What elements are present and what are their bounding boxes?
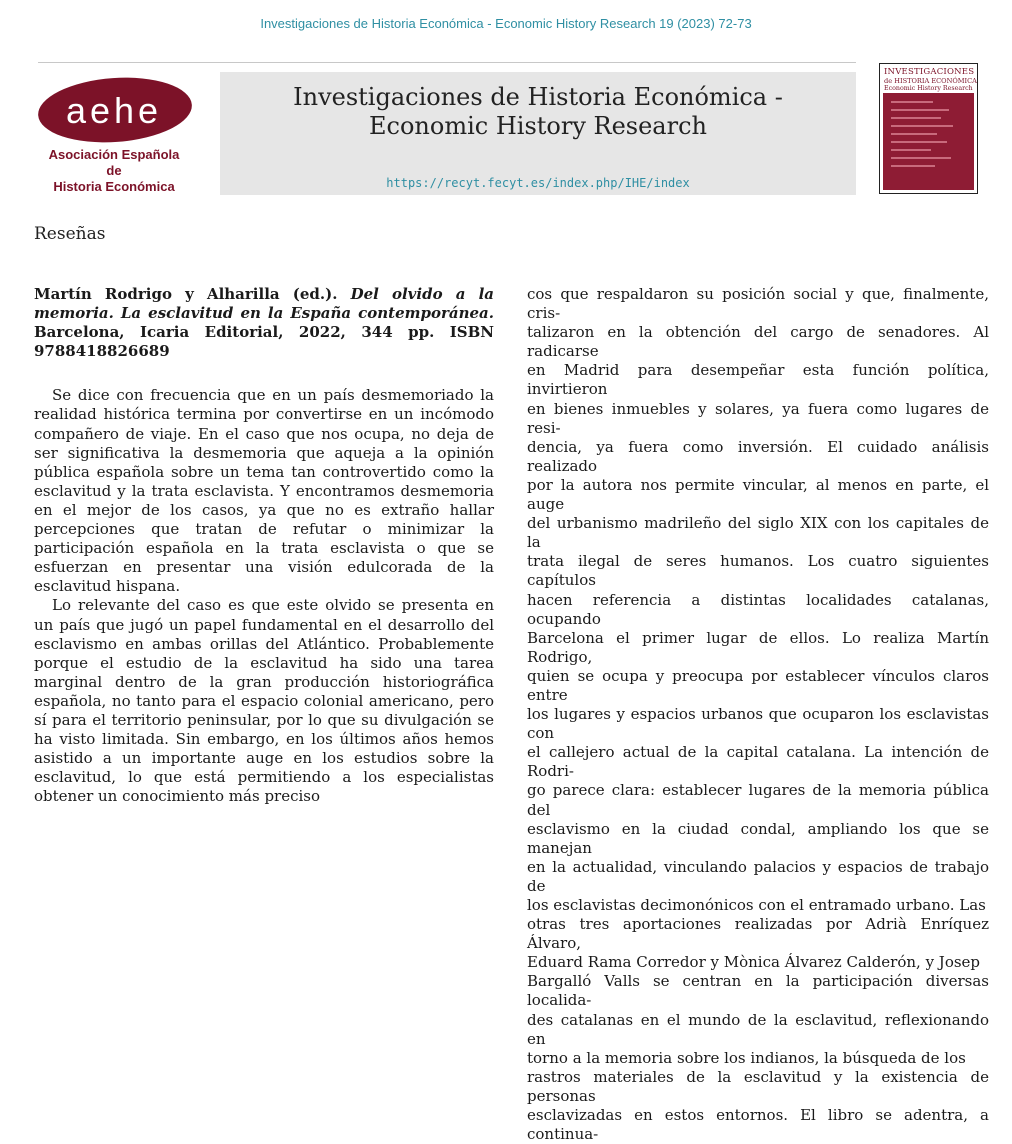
- header-divider: [38, 62, 856, 63]
- logo-name-line: de: [106, 163, 122, 178]
- body-line: por la autora nos permite vincular, al menos en parte, el auge: [527, 475, 989, 514]
- logo-association-name: [36, 147, 192, 195]
- journal-cover-thumbnail: [879, 63, 978, 194]
- cover-text-line: [891, 157, 951, 159]
- section-label: Reseñas: [34, 224, 106, 244]
- cover-text-line: [891, 117, 941, 119]
- body-line: en Madrid para desempeñar esta función política, invirtieron: [527, 361, 989, 399]
- cover-subtitle: de HISTORIA ECONÓMICA: [884, 77, 977, 85]
- cover-text-line: [891, 125, 953, 127]
- body-line: en bienes inmuebles y solares, ya fuera como lugares de resi-: [527, 399, 989, 437]
- journal-url-link[interactable]: https://recyt.fecyt.es/index.php/IHE/index: [386, 176, 690, 190]
- body-line: en la actualidad, vinculando palacios y espacios de trabajo de: [527, 857, 989, 895]
- body-paragraph: Lo relevante del caso es que este olvido se presenta en un país que jugó un papel fundamental en el desarrollo del esclavismo en ambas orillas del Atlántico. Probablemente porque el estudio de la esclavitud ha sido una tarea marginal dentro de la gran producción historiográfica española, no tanto para el espacio colonial americano, pero sí para el territorio peninsular, por lo que su divulgación se ha visto limitada. Sin embargo, en los últimos años hemos asistido a un importante auge en los estudios sobre la esclavitud, lo que está permitiendo a los especialistas obtener un conocimiento más preciso: [34, 596, 494, 806]
- right-column: [527, 285, 989, 1144]
- body-line: Eduard Rama Corredor y Mònica Álvarez Calderón, y Josep: [527, 953, 981, 972]
- cover-text-line: [891, 141, 947, 143]
- body-line: esclavismo en la ciudad condal, ampliando los que se manejan: [527, 819, 989, 857]
- body-line: des catalanas en el mundo de la esclavitud, reflexionando en: [527, 1010, 989, 1048]
- cover-english-title: Economic History Research: [884, 85, 973, 92]
- body-line: los lugares y espacios urbanos que ocuparon los esclavistas con: [527, 705, 989, 743]
- running-head: Investigaciones de Historia Económica - Economic History Research 19 (2023) 72-73: [260, 16, 752, 31]
- cover-text-line: [891, 149, 931, 151]
- logo-letters: aehe: [65, 90, 163, 131]
- cover-title: INVESTIGACIONES: [884, 67, 975, 77]
- logo-name-line: Asociación Española: [48, 147, 180, 162]
- cover-text-line: [891, 109, 949, 111]
- cover-text-line: [891, 133, 937, 135]
- body-line: talizaron en la obtención del cargo de senadores. Al radicarse: [527, 323, 989, 361]
- left-column: [34, 285, 494, 806]
- body-line: Barcelona el primer lugar de ellos. Lo realiza Martín Rodrigo,: [527, 628, 989, 666]
- body-paragraph: Se dice con frecuencia que en un país desmemoriado la realidad histórica termina por convertirse en un incómodo compañero de viaje. En el caso que nos ocupa, no deja de ser significativa la desmemoria que aqueja a la opinión pública española sobre un tema tan controvertido como la esclavitud y la trata esclavista. Y encontramos desmemoria en el mejor de los casos, ya que no es extraño hallar percepciones que tratan de refutar o minimizar la participación española en la trata esclavista o que se esfuerzan en presentar una visión edulcorada de la esclavitud hispana.: [34, 386, 494, 596]
- cover-text-line: [891, 165, 935, 167]
- journal-banner: [220, 72, 856, 195]
- body-line: otras tres aportaciones realizadas por Adrià Enríquez Álvaro,: [527, 915, 989, 953]
- body-line: quien se ocupa y preocupa por establecer vínculos claros entre: [527, 666, 989, 704]
- body-line: torno a la memoria sobre los indianos, la búsqueda de los: [527, 1048, 966, 1067]
- cover-text-line: [891, 101, 933, 103]
- logo-name-line: Historia Económica: [53, 179, 175, 194]
- cover-color-band: [883, 93, 974, 190]
- journal-title-line: Investigaciones de Historia Económica -: [293, 83, 783, 111]
- review-heading: [34, 285, 494, 361]
- body-line: go parece clara: establecer lugares de la memoria pública del: [527, 781, 989, 819]
- body-line: hacen referencia a distintas localidades catalanas, ocupando: [527, 590, 989, 628]
- body-line: del urbanismo madrileño del siglo XIX con los capitales de la: [527, 514, 989, 552]
- review-book-title: Del olvido a la memoria. La esclavitud en la España contemporánea.: [34, 285, 494, 323]
- body-line: el callejero actual de la capital catalana. La intención de Rodri-: [527, 743, 989, 781]
- body-line: dencia, ya fuera como inversión. El cuidado análisis realizado: [527, 437, 989, 475]
- journal-title: [220, 83, 856, 141]
- body-line: esclavizadas en estos entornos. El libro se adentra, a continua-: [527, 1106, 989, 1144]
- body-line: Bargalló Valls se centran en la participación diversas localida-: [527, 972, 989, 1010]
- body-line: rastros materiales de la esclavitud y la existencia de personas: [527, 1067, 989, 1105]
- body-line: cos que respaldaron su posición social y que, finalmente, cris-: [527, 285, 989, 323]
- body-line: los esclavistas decimonónicos con el entramado urbano. Las: [527, 896, 986, 914]
- aehe-logo: [36, 76, 196, 196]
- review-authors: Martín Rodrigo y Alharilla (ed.).: [34, 285, 338, 303]
- body-line: trata ilegal de seres humanos. Los cuatro siguientes capítulos: [527, 552, 989, 590]
- journal-title-line: Economic History Research: [369, 112, 707, 140]
- review-publication: Barcelona, Icaria Editorial, 2022, 344 pp. ISBN 9788418826689: [34, 323, 494, 361]
